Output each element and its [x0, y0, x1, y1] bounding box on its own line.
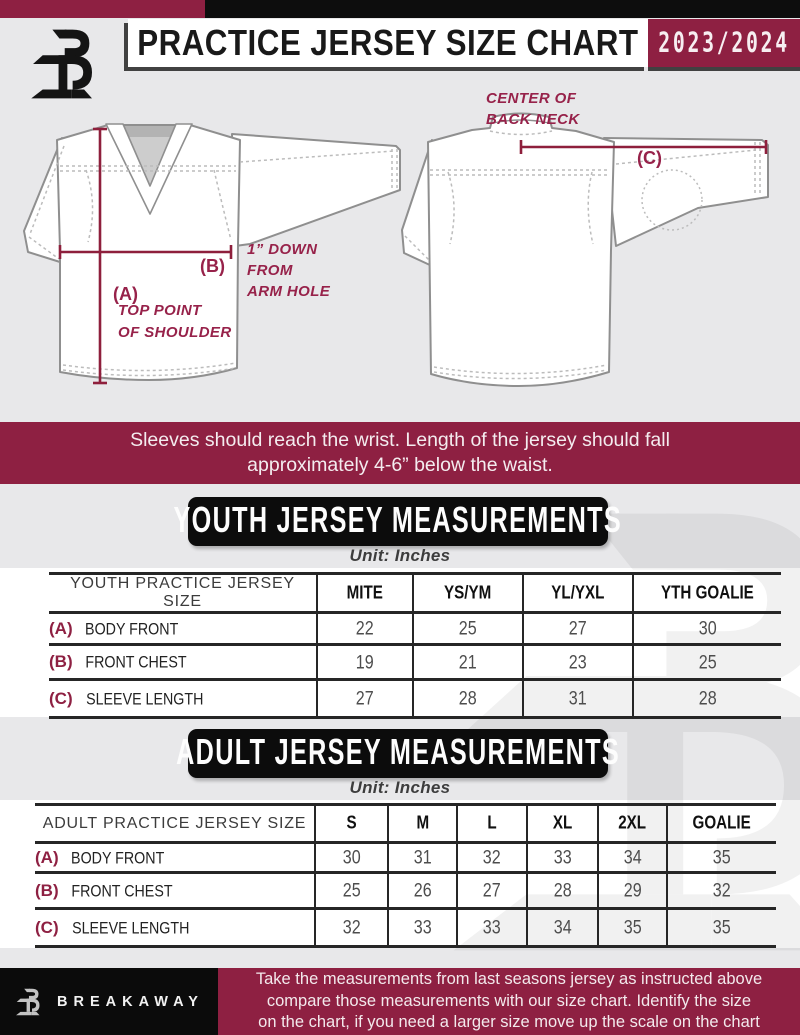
measure-key-c: (C)	[637, 148, 662, 168]
brand-name: BREAKAWAY	[57, 993, 204, 1010]
col-l: L	[457, 805, 527, 843]
measure-key-b: (B)	[200, 256, 225, 276]
youth-header-row	[49, 574, 781, 613]
adult-table-title: ADULT PRACTICE JERSEY SIZE	[35, 805, 315, 843]
breakaway-b-logo-small-icon	[14, 985, 48, 1019]
measure-key-a: (A)	[113, 284, 138, 304]
youth-size-table	[49, 572, 781, 719]
youth-section-banner: YOUTH JERSEY MEASUREMENTS	[188, 497, 608, 546]
adult-row-sleeve-length: (C) SLEEVE LENGTH 32 33 33 34 35 35	[35, 909, 776, 947]
footer-brand-block	[0, 968, 218, 1035]
season-label: 2023/2024	[658, 27, 790, 59]
adult-row-front-chest: (B) FRONT CHEST 25 26 27 28 29 32	[35, 873, 776, 909]
youth-row-sleeve-length: (C) SLEEVE LENGTH 27 28 31 28	[49, 680, 781, 718]
col-yth-goalie: YTH GOALIE	[633, 574, 781, 613]
footer-line1: Take the measurements from last seasons jersey as instructed above	[255, 970, 763, 989]
col-m: M	[388, 805, 457, 843]
notice-line2: approximately 4-6” below the waist.	[247, 454, 553, 476]
col-ys-ym: YS/YM	[413, 574, 523, 613]
footer-line2: compare those measurements with our size chart. Identify the size	[266, 991, 752, 1010]
page-title: PRACTICE JERSEY SIZE CHART	[137, 22, 639, 63]
arm-hole-caption: 1” DOWN FROM ARM HOLE	[247, 241, 331, 300]
youth-table-title: YOUTH PRACTICE JERSEY SIZE	[49, 574, 317, 613]
adult-header-row	[35, 805, 776, 843]
youth-row-body-front: (A) BODY FRONT 22 25 27 30	[49, 613, 781, 645]
adult-unit-label: Unit: Inches	[349, 778, 451, 797]
adult-row-body-front: (A) BODY FRONT 30 31 32 33 34 35	[35, 843, 776, 873]
jersey-measurement-diagram	[0, 0, 800, 420]
footer-line3: on the chart, if you need a larger size move up the scale on the chart	[258, 1013, 760, 1032]
col-goalie: GOALIE	[667, 805, 776, 843]
footer-instructions	[218, 968, 800, 1035]
adult-size-table	[35, 803, 776, 948]
youth-row-front-chest: (B) FRONT CHEST 19 21 23 25	[49, 645, 781, 680]
fit-notice-banner	[0, 422, 800, 484]
col-s: S	[315, 805, 388, 843]
center-back-neck-caption: CENTER OF BACK NECK	[486, 90, 580, 128]
top-point-caption: TOP POINT OF SHOULDER	[118, 302, 232, 341]
youth-unit-label: Unit: Inches	[349, 546, 451, 565]
col-xl: XL	[527, 805, 598, 843]
col-mite: MITE	[317, 574, 413, 613]
col-2xl: 2XL	[598, 805, 667, 843]
notice-line1: Sleeves should reach the wrist. Length of the jersey should fall	[130, 429, 670, 451]
adult-section-banner: ADULT JERSEY MEASUREMENTS	[188, 729, 608, 778]
col-yl-yxl: YL/YXL	[523, 574, 633, 613]
